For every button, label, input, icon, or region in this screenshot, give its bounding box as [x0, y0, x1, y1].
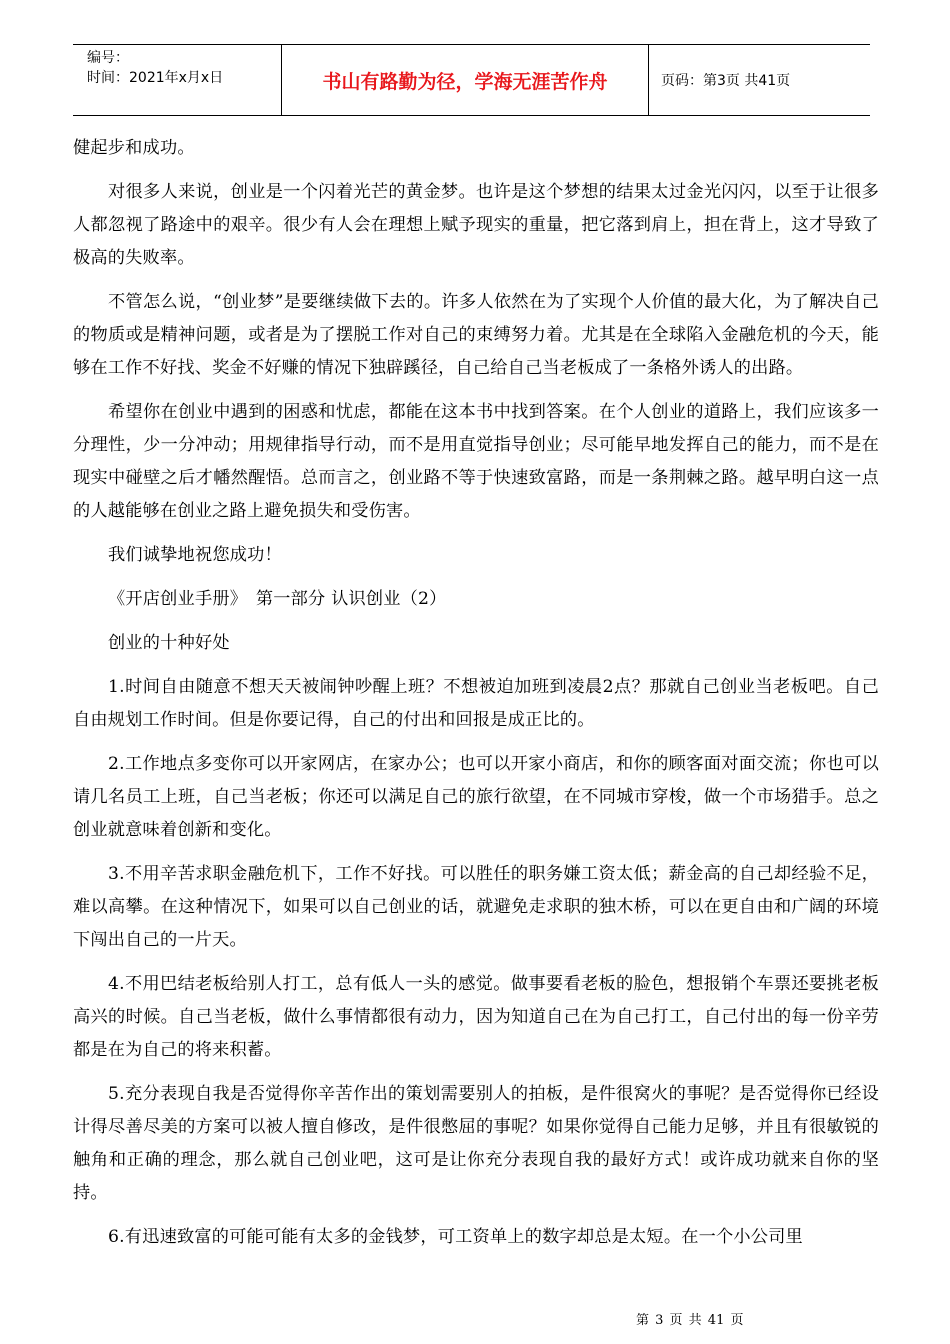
header-page-info: 页码：第3页 共41页: [661, 73, 791, 89]
paragraph: 我们诚挚地祝您成功！: [108, 545, 282, 565]
paragraph: 对很多人来说，创业是一个闪着光芒的黄金梦。也许是这个梦想的结果太过金光闪闪，以至于让很多人都忽视了路途中的艰辛。很少有人会在理想上赋予现实的重量，把它落到肩上，担在背上，这才导致了极高的失败率。: [73, 182, 879, 268]
section-title: 《开店创业手册》 第一部分 认识创业（2）: [108, 589, 447, 609]
header-meta: [73, 45, 281, 115]
paragraph: 不管怎么说，“创业梦”是要继续做下去的。许多人依然在为了实现个人价值的最大化，为了解决自己的物质或是精神问题，或者是为了摆脱工作对自己的束缚努力着。尤其是在全球陷入金融危机的今天，能够在工作不好找、奖金不好赚的情况下独辟蹊径，自己给自己当老板成了一条格外诱人的出路。: [73, 292, 879, 378]
list-item: 6.有迅速致富的可能可能有太多的金钱梦，可工资单上的数字却总是太短。在一个小公司里: [108, 1227, 803, 1247]
list-item: 5.充分表现自我是否觉得你辛苦作出的策划需要别人的拍板，是件很窝火的事呢？是否觉得你已经设计得尽善尽美的方案可以被人擅自修改，是件很憋屈的事呢？如果你觉得自己能力足够，并且有很敏锐的触角和正确的理念，那么就自己创业吧，这可是让你充分表现自我的最好方式！或许成功就来自你的坚持。: [73, 1084, 879, 1203]
list-item: 4.不用巴结老板给别人打工，总有低人一头的感觉。做事要看老板的脸色，想报销个车票还要挑老板高兴的时候。自己当老板，做什么事情都很有动力，因为知道自己在为自己打工，自己付出的每一份辛劳都是在为自己的将来积蓄。: [73, 974, 879, 1060]
list-item: 1.时间自由随意不想天天被闹钟吵醒上班？不想被迫加班到凌晨2点？那就自己创业当老板吧。自己自由规划工作时间。但是你要记得，自己的付出和回报是成正比的。: [73, 677, 879, 730]
header-motto: 书山有路勤为径，学海无涯苦作舟: [281, 45, 649, 115]
page-header: [73, 44, 870, 116]
section-heading: 创业的十种好处: [108, 633, 230, 653]
paragraph: 健起步和成功。: [73, 138, 195, 158]
paragraph: 希望你在创业中遇到的困惑和忧虑，都能在这本书中找到答案。在个人创业的道路上，我们应该多一分理性，少一分冲动；用规律指导行动，而不是用直觉指导创业；尽可能早地发挥自己的能力，而不是在现实中碰壁之后才幡然醒悟。总而言之，创业路不等于快速致富路，而是一条荆棘之路。越早明白这一点的人越能够在创业之路上避免损失和受伤害。: [73, 402, 879, 521]
list-item: 2.工作地点多变你可以开家网店，在家办公；也可以开家小商店，和你的顾客面对面交流；你也可以请几名员工上班，自己当老板；你还可以满足自己的旅行欲望，在不同城市穿梭，做一个市场猎手。总之创业就意味着创新和变化。: [73, 754, 879, 840]
number-label: 编号：: [87, 50, 129, 66]
document-body: [73, 132, 879, 1265]
list-item: 3.不用辛苦求职金融危机下，工作不好找。可以胜任的职务嫌工资太低；薪金高的自己却经验不足，难以高攀。在这种情况下，如果可以自己创业的话，就避免走求职的独木桥，可以在更自由和广阔的环境下闯出自己的一片天。: [73, 864, 879, 950]
page-footer: 第 3 页 共 41 页: [636, 1313, 744, 1328]
time-label: 时间：2021年x月x日: [87, 70, 224, 86]
